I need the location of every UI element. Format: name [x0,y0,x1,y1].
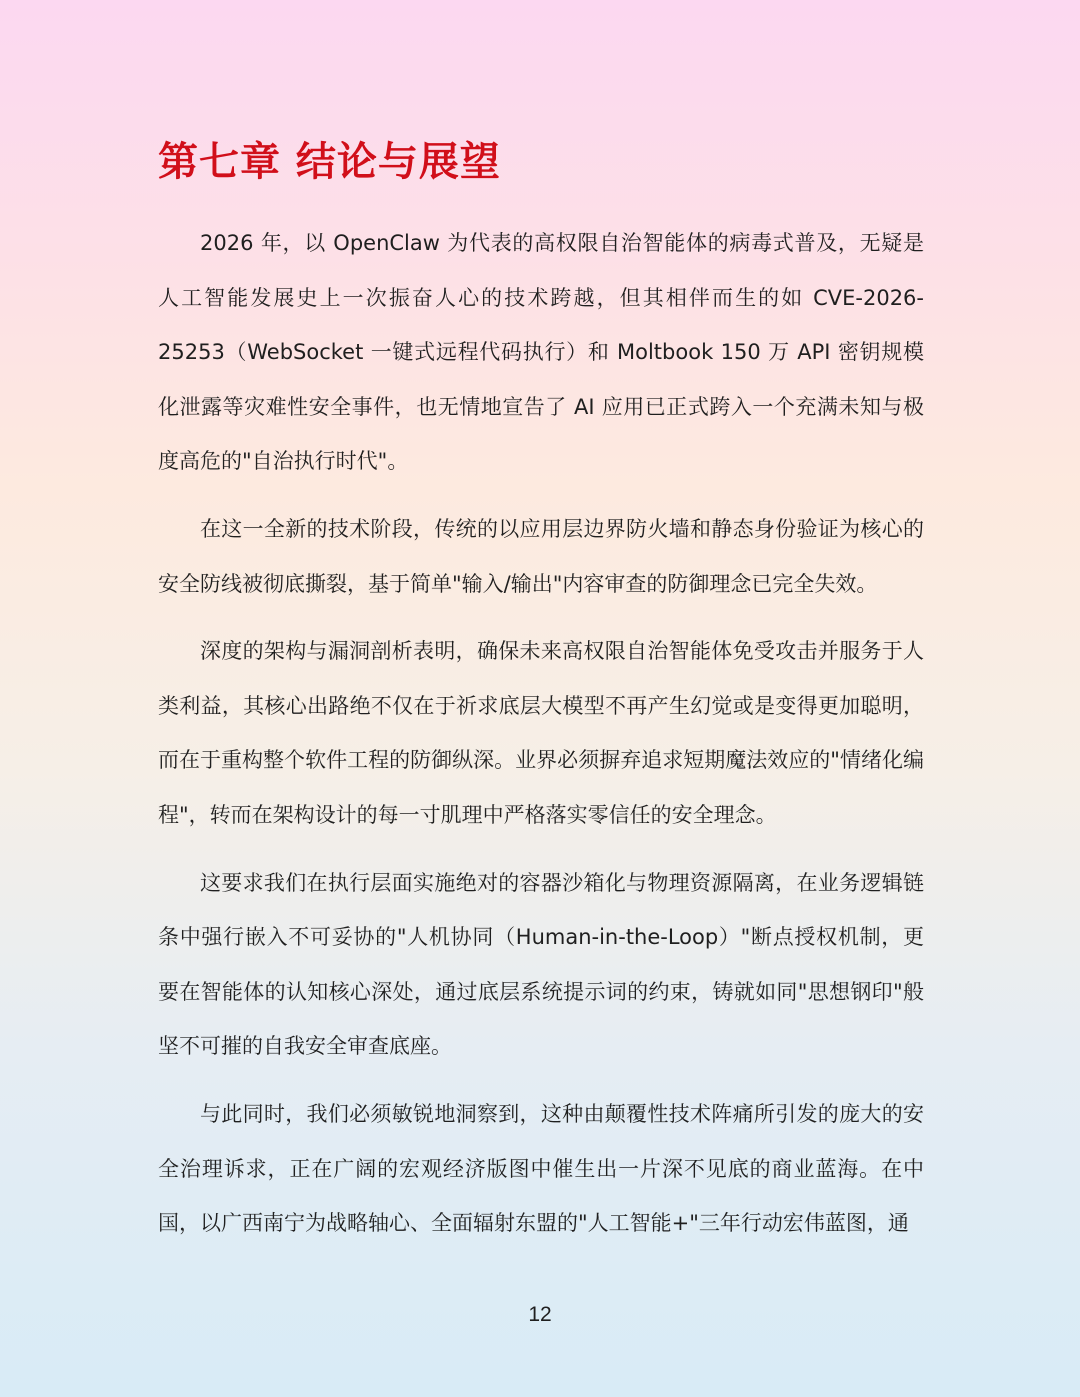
page-number: 12 [528,1303,552,1326]
paragraph-2: 在这一全新的技术阶段，传统的以应用层边界防火墙和静态身份验证为核心的安全防线被彻底撕裂，基于简单"输入/输出"内容审查的防御理念已完全失效。 [158,516,924,596]
body-text [158,216,924,1264]
paragraph-3: 深度的架构与漏洞剖析表明，确保未来高权限自治智能体免受攻击并服务于人类利益，其核心出路绝不仅在于祈求底层大模型不再产生幻觉或是变得更加聪明，而在于重构整个软件工程的防御纵深。业界必须摒弃追求短期魔法效应的"情绪化编程"，转而在架构设计的每一寸肌理中严格落实零信任的安全理念。 [158,639,924,827]
paragraph-4: 这要求我们在执行层面实施绝对的容器沙箱化与物理资源隔离，在业务逻辑链条中强行嵌入不可妥协的"人机协同（Human-in-the-Loop）"断点授权机制，更要在智能体的认知核心深处，通过底层系统提示词的约束，铸就如同"思想钢印"般坚不可摧的自我安全审查底座。 [158,870,924,1059]
paragraph-5: 与此同时，我们必须敏锐地洞察到，这种由颠覆性技术阵痛所引发的庞大的安全治理诉求，正在广阔的宏观经济版图中催生出一片深不见底的商业蓝海。在中国，以广西南宁为战略轴心、全面辐射东盟的"人工智能+"三年行动宏伟蓝图，通 [158,1101,924,1236]
paragraph-1: 2026 年，以 OpenClaw 为代表的高权限自治智能体的病毒式普及，无疑是人工智能发展史上一次振奋人心的技术跨越，但其相伴而生的如 CVE-2026-25253（WebSocket 一键式远程代码执行）和 Moltbook 150 万 API 密钥规模化泄露等灾难性安全事件，也无情地宣告了 AI 应用已正式跨入一个充满未知与极度高危的"自治执行时代"。 [158,231,924,474]
chapter-title: 第七章 结论与展望 [158,139,501,185]
